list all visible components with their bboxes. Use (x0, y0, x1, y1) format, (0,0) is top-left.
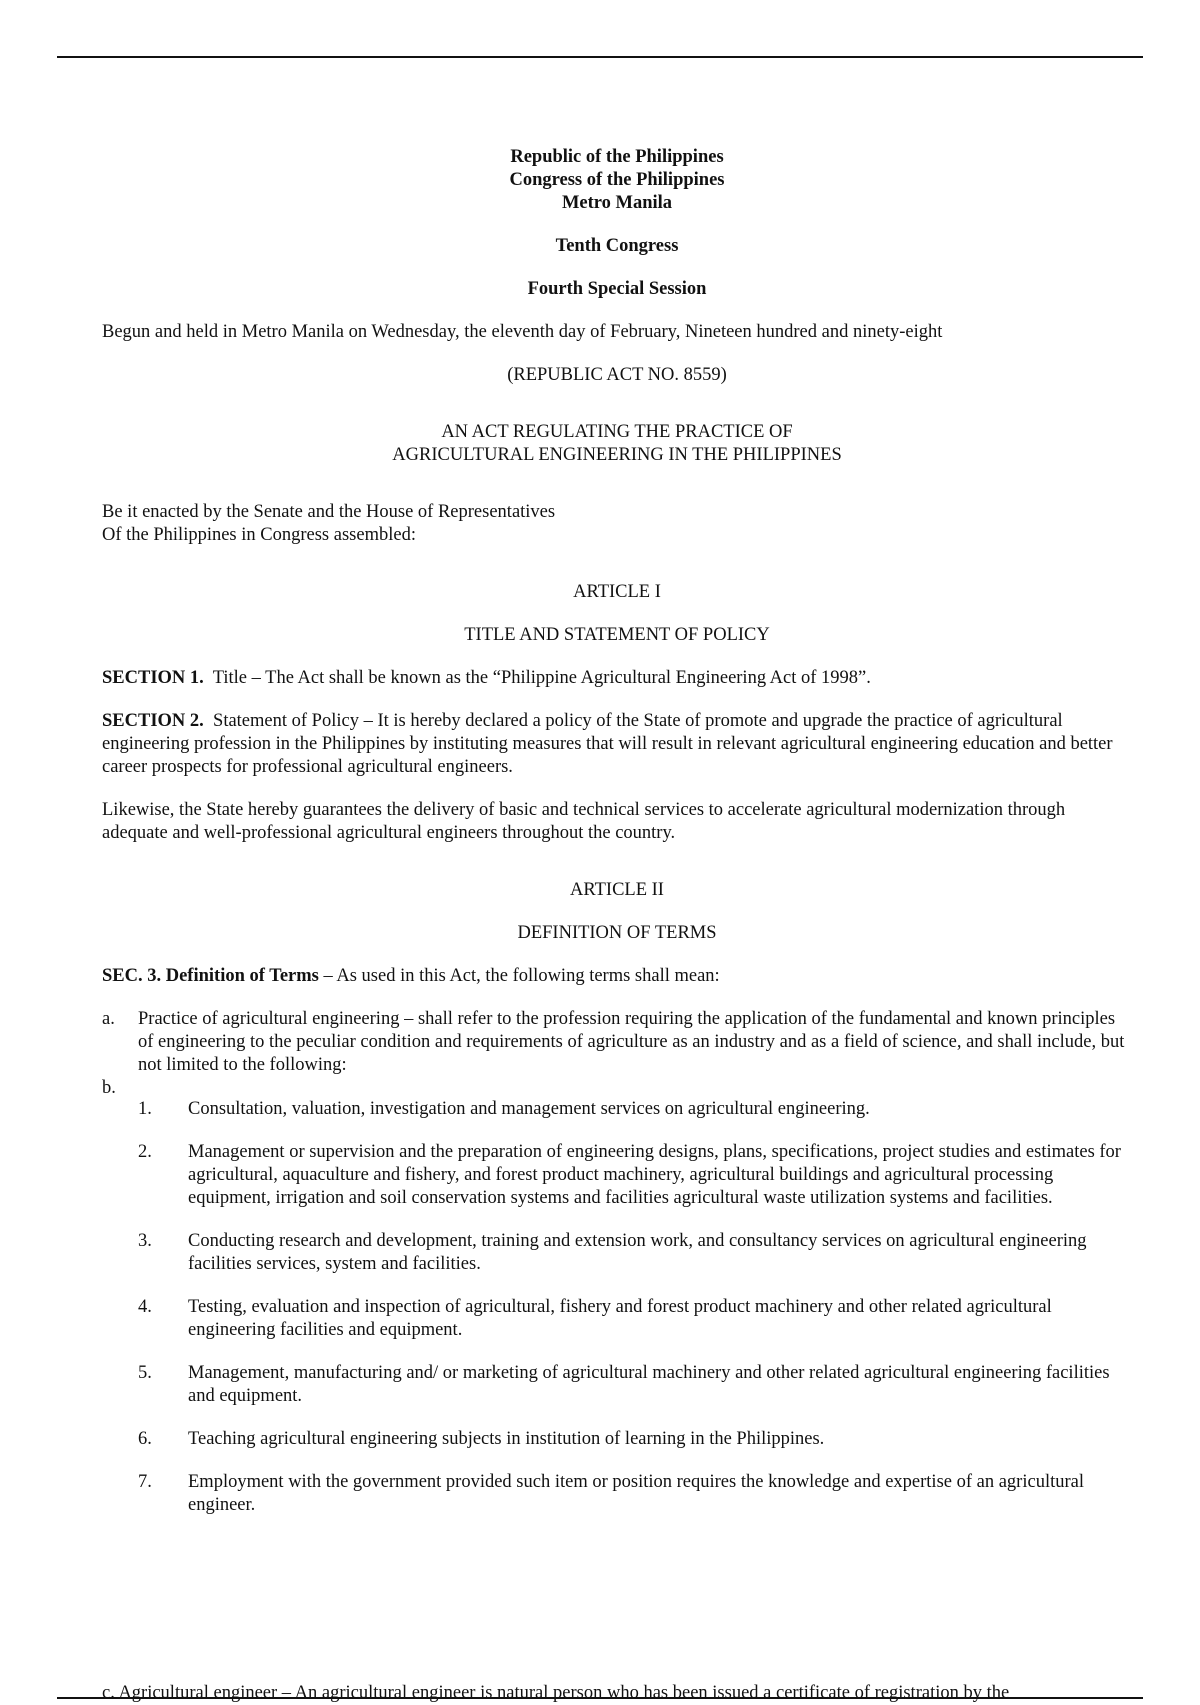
list-item (102, 1296, 1132, 1342)
numbered-list (102, 1098, 1132, 1517)
bottom-rule (57, 1697, 1143, 1699)
list-item-text: Management or supervision and the preparation of engineering designs, plans, specifications, project studies and estimates for agricultural, aquaculture and fishery, and forest product machinery, agricultural buildings and agricultural processing equipment, irrigation and soil conservation systems and facilities agricultural waste utilization systems and facilities. (188, 1142, 1121, 1208)
list-item-number: 6. (138, 1429, 152, 1449)
header-session: Fourth Special Session (527, 279, 707, 299)
section-1-label: SECTION 1. (102, 668, 204, 688)
list-item-text: Consultation, valuation, investigation and management services on agricultural engineering. (188, 1099, 870, 1119)
list-item (102, 1428, 1132, 1451)
enacting-line2: Of the Philippines in Congress assembled: (102, 525, 416, 545)
list-item-text: Teaching agricultural engineering subjects in institution of learning in the Philippines. (188, 1429, 825, 1449)
list-item-text: Employment with the government provided such item or position requires the knowledge and expertise of an agricultural engineer. (188, 1472, 1084, 1515)
policy-paragraph: Likewise, the State hereby guarantees the delivery of basic and technical services to accelerate agricultural modernization through adequate and well-professional agricultural engineers throughout the country. (102, 800, 1066, 843)
section-2-text: Statement of Policy – It is hereby declared a policy of the State of promote and upgrade the practice of agricultural engineering profession in the Philippines by instituting measures that will result in relevant agricultural engineering education and better career prospects for professional agricultural engineers. (102, 711, 1113, 777)
list-item (102, 1362, 1132, 1408)
enacting-line1: Be it enacted by the Senate and the House of Representatives (102, 502, 556, 522)
header-tenth-congress: Tenth Congress (555, 236, 679, 256)
list-item-text: Testing, evaluation and inspection of agricultural, fishery and forest product machinery and other related agricultural engineering facilities and equipment. (188, 1297, 1052, 1340)
article-2-subheading: DEFINITION OF TERMS (517, 923, 717, 943)
header-congress: Congress of the Philippines (509, 170, 725, 190)
article-2-heading: ARTICLE II (570, 880, 664, 900)
act-number: (REPUBLIC ACT NO. 8559) (507, 365, 727, 385)
list-item-a-text: Practice of agricultural engineering – shall refer to the profession requiring the application of the fundamental and known principles of engineering to the peculiar condition and requirements of agriculture as an industry and as a field of science, and shall include, but not limited to the following: (138, 1009, 1125, 1075)
header-block (102, 146, 1132, 301)
list-item-text: Conducting research and development, training and extension work, and consultancy services on agricultural engineering facilities services, system and facilities. (188, 1231, 1087, 1274)
list-item-c-partial: c. Agricultural engineer – An agricultural engineer is natural person who has been issued a certificate of registration by the (102, 1683, 1010, 1703)
list-item (102, 1230, 1132, 1276)
list-item-a (102, 1008, 1132, 1077)
section-1-text: Title – The Act shall be known as the “Philippine Agricultural Engineering Act of 1998”. (212, 668, 871, 688)
list-item (102, 1098, 1132, 1121)
list-item-number: 4. (138, 1297, 152, 1317)
list-item-text: Management, manufacturing and/ or marketing of agricultural machinery and other related agricultural engineering facilities and equipment. (188, 1363, 1110, 1406)
header-republic: Republic of the Philippines (510, 147, 724, 167)
list-item-a-marker: a. (102, 1009, 115, 1029)
begun-statement: Begun and held in Metro Manila on Wednesday, the eleventh day of February, Nineteen hundred and ninety-eight (102, 322, 943, 342)
list-item-number: 3. (138, 1231, 152, 1251)
section-3-text: – As used in this Act, the following terms shall mean: (318, 966, 720, 986)
section-3-label: SEC. 3. Definition of Terms (102, 966, 319, 986)
article-1-heading: ARTICLE I (573, 582, 661, 602)
act-title (102, 421, 1132, 467)
top-rule (57, 56, 1143, 58)
list-item (102, 1141, 1132, 1210)
header-location: Metro Manila (561, 193, 673, 213)
section-1 (102, 667, 1132, 690)
list-item (102, 1471, 1132, 1517)
act-title-line1: AN ACT REGULATING THE PRACTICE OF (441, 422, 793, 442)
article-1-subheading: TITLE AND STATEMENT OF POLICY (464, 625, 770, 645)
list-item-number: 5. (138, 1363, 152, 1383)
section-3 (102, 965, 1132, 988)
list-item-b (102, 1077, 1132, 1100)
enacting-clause (102, 501, 1132, 547)
section-2-label: SECTION 2. (102, 711, 204, 731)
list-item-number: 1. (138, 1099, 152, 1119)
act-title-line2: AGRICULTURAL ENGINEERING IN THE PHILIPPINES (392, 445, 842, 465)
section-2 (102, 710, 1132, 779)
list-item-number: 2. (138, 1142, 152, 1162)
document-body (102, 146, 1132, 1517)
list-item-b-marker: b. (102, 1078, 116, 1098)
list-item-number: 7. (138, 1472, 152, 1492)
